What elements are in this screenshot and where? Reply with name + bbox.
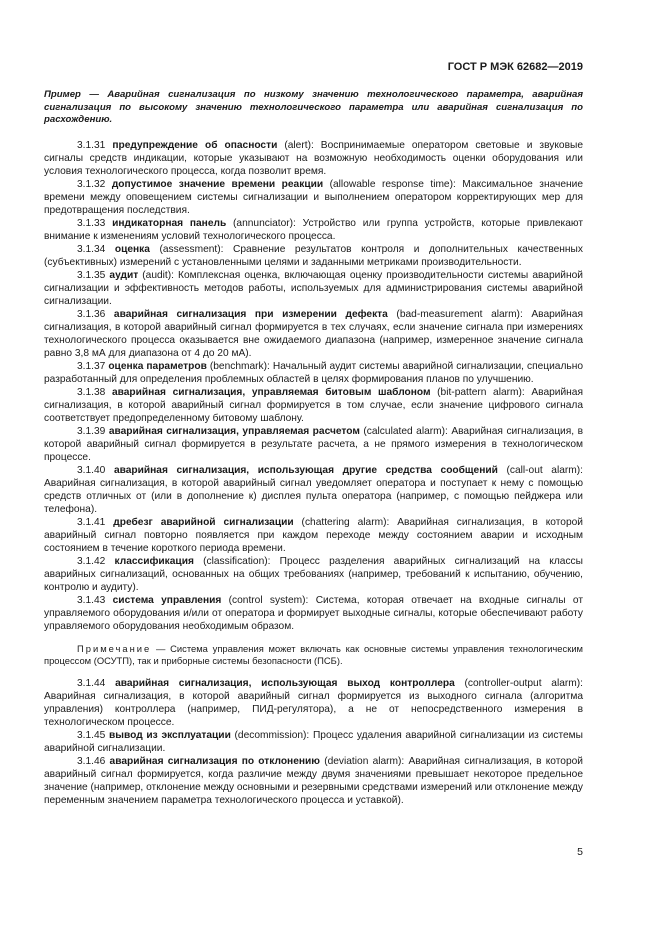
- term-text: (alert): Воспринимаемые оператором световые и звуковые сигналы средств индикации, которые указывают на возможную необходимость оценки оборудования или условия технологического процесса, когда позволит время.: [44, 140, 583, 177]
- term-name: система управления: [112, 595, 222, 606]
- term-definition: [44, 555, 583, 594]
- term-number: 3.1.34: [77, 244, 106, 255]
- terms-list-continued: [44, 677, 583, 807]
- term-text: (call-out alarm): Аварийная сигнализация, в которой аварийный сигнал уведомляет оператора и поступает к нему с помощью средств отличных от (или в дополнение к) дисплея пульта оператора (например, с помощью пейджера или телефона).: [44, 465, 583, 515]
- term-definition: [44, 308, 583, 360]
- term-text: (benchmark): Начальный аудит системы аварийной сигнализации, специально разработанный для определения проблемных областей в целях формирования планов по улучшению.: [44, 361, 584, 385]
- term-text: (decommission): Процесс удаления аварийной сигнализации из системы аварийной сигнализации.: [44, 730, 583, 754]
- term-number: 3.1.42: [77, 556, 106, 567]
- term-definition: [44, 243, 583, 269]
- term-name: оценка: [114, 244, 150, 255]
- term-text: (bad-measurement alarm): Аварийная сигнализация, в которой аварийный сигнал формируется в тех случаях, если значение сигнала при измерениях технологического процесса оказывается вне ожидаемого диапазона (например, измеренное значение сигнала равно 3,8 мА для диапазона от 4 до 20 мА).: [44, 309, 583, 359]
- term-number: 3.1.36: [77, 309, 106, 320]
- term-text: (classification): Процесс разделения аварийных сигнализаций на классы аварийных сигнализаций, основанных на общих требованиях (например, требований к испытанию, обучению, контролю и аудиту).: [44, 556, 583, 593]
- term-definition: [44, 464, 583, 516]
- term-number: 3.1.31: [77, 140, 106, 151]
- page-number: 5: [577, 846, 583, 858]
- term-definition: [44, 594, 583, 633]
- term-definition: [44, 729, 583, 755]
- term-number: 3.1.35: [77, 270, 106, 281]
- term-definition: [44, 677, 583, 729]
- term-text: (deviation alarm): Аварийная сигнализация, в которой аварийный сигнал формируется, когда различие между двумя значениями превышает некоторое предельное значение (например, отклонение между основными и резервными средствами измерений или отклонение между переменным значением параметра технологического процесса и уставкой).: [44, 756, 583, 806]
- term-number: 3.1.38: [77, 387, 106, 398]
- term-name: допустимое значение времени реакции: [111, 179, 324, 190]
- term-name: аварийная сигнализация, управляемая расчетом: [108, 426, 360, 437]
- term-name: аварийная сигнализация по отклонению: [109, 756, 320, 767]
- term-text: (annunciator): Устройство или группа устройств, которые привлекают внимание к изменениям условий технологического процесса.: [44, 218, 583, 242]
- term-definition: [44, 217, 583, 243]
- term-name: аварийная сигнализация, использующая другие средства сообщений: [113, 465, 498, 476]
- term-name: вывод из эксплуатации: [109, 730, 231, 741]
- term-definition: [44, 360, 583, 386]
- term-text: (audit): Комплексная оценка, включающая оценку производительности системы аварийной сигнализации и эффективность методов работы, используемых для администрирования системы аварийной сигнализации.: [44, 270, 583, 307]
- term-text: (controller-output alarm): Аварийная сигнализация, в которой аварийный сигнал формируется из выходного сигнала (алгоритма управления) контроллера (например, ПИД-регулятора), а не от непосредственного измерения в технологическом процессе.: [44, 678, 583, 728]
- term-number: 3.1.44: [77, 678, 106, 689]
- term-name: аварийная сигнализация при измерении дефекта: [113, 309, 388, 320]
- term-number: 3.1.45: [77, 730, 106, 741]
- note-paragraph: [44, 643, 583, 667]
- term-number: 3.1.43: [77, 595, 106, 606]
- term-definition: [44, 386, 583, 425]
- term-text: (allowable response time): Максимальное значение времени между оповещением системы сигнализации и выполнением оператором корректирующих мер для предотвращения последствия.: [44, 179, 583, 216]
- term-number: 3.1.32: [77, 179, 106, 190]
- term-definition: [44, 178, 583, 217]
- term-name: аудит: [109, 270, 139, 281]
- term-text: (chattering alarm): Аварийная сигнализация, в которой аварийный сигнал повторно появляется при каждом переходе между состоянием аварии и исходным состоянием в течение короткого периода времени.: [44, 517, 583, 554]
- term-text: (bit-pattern alarm): Аварийная сигнализация, в которой аварийный сигнал формируется в том случае, если значение цифрового сигнала соответствует предопределенному битовому шаблону.: [44, 387, 583, 424]
- term-text: (assessment): Сравнение результатов контроля и дополнительных качественных (субъективных) измерений с установленными целями и заданными метриками производительности.: [44, 244, 583, 268]
- standard-number: ГОСТ Р МЭК 62682—2019: [447, 61, 583, 73]
- term-number: 3.1.33: [77, 218, 106, 229]
- term-name: классификация: [114, 556, 194, 567]
- note-text: — Система управления может включать как основные системы управления технологическим процессом (ОСУТП), так и приборные системы безопасности (ПСБ).: [44, 643, 583, 666]
- term-definition: [44, 139, 583, 178]
- term-number: 3.1.37: [77, 361, 106, 372]
- term-number: 3.1.40: [77, 465, 106, 476]
- term-number: 3.1.46: [77, 756, 106, 767]
- term-name: предупреждение об опасности: [112, 140, 278, 151]
- term-definition: [44, 425, 583, 464]
- term-definition: [44, 269, 583, 308]
- terms-list: [44, 139, 583, 633]
- term-name: дребезг аварийной сигнализации: [113, 517, 294, 528]
- term-number: 3.1.41: [77, 517, 106, 528]
- term-definition: [44, 516, 583, 555]
- term-number: 3.1.39: [77, 426, 106, 437]
- term-name: индикаторная панель: [112, 218, 227, 229]
- term-text: (calculated alarm): Аварийная сигнализация, в которой аварийный сигнал формируется в результате расчета, а не прямого измерения в технологическом процессе.: [44, 426, 583, 463]
- example-paragraph: Пример — Аварийная сигнализация по низкому значению технологического параметра, аварийная сигнализация по высокому значению технологического параметра или аварийная сигнализация по расхождению.: [44, 89, 583, 125]
- term-name: аварийная сигнализация, использующая выход контроллера: [115, 678, 455, 689]
- term-definition: [44, 755, 583, 807]
- terms-section: [44, 139, 583, 807]
- term-name: аварийная сигнализация, управляемая битовым шаблоном: [111, 387, 431, 398]
- term-name: оценка параметров: [108, 361, 207, 372]
- term-text: (control system): Система, которая отвечает на входные сигналы от управляемого оборудования и/или от оператора и формирует выходные сигналы, которые обеспечивают работу управляемого оборудования необходимым образом.: [44, 595, 583, 632]
- note-label: Примечание: [77, 643, 152, 654]
